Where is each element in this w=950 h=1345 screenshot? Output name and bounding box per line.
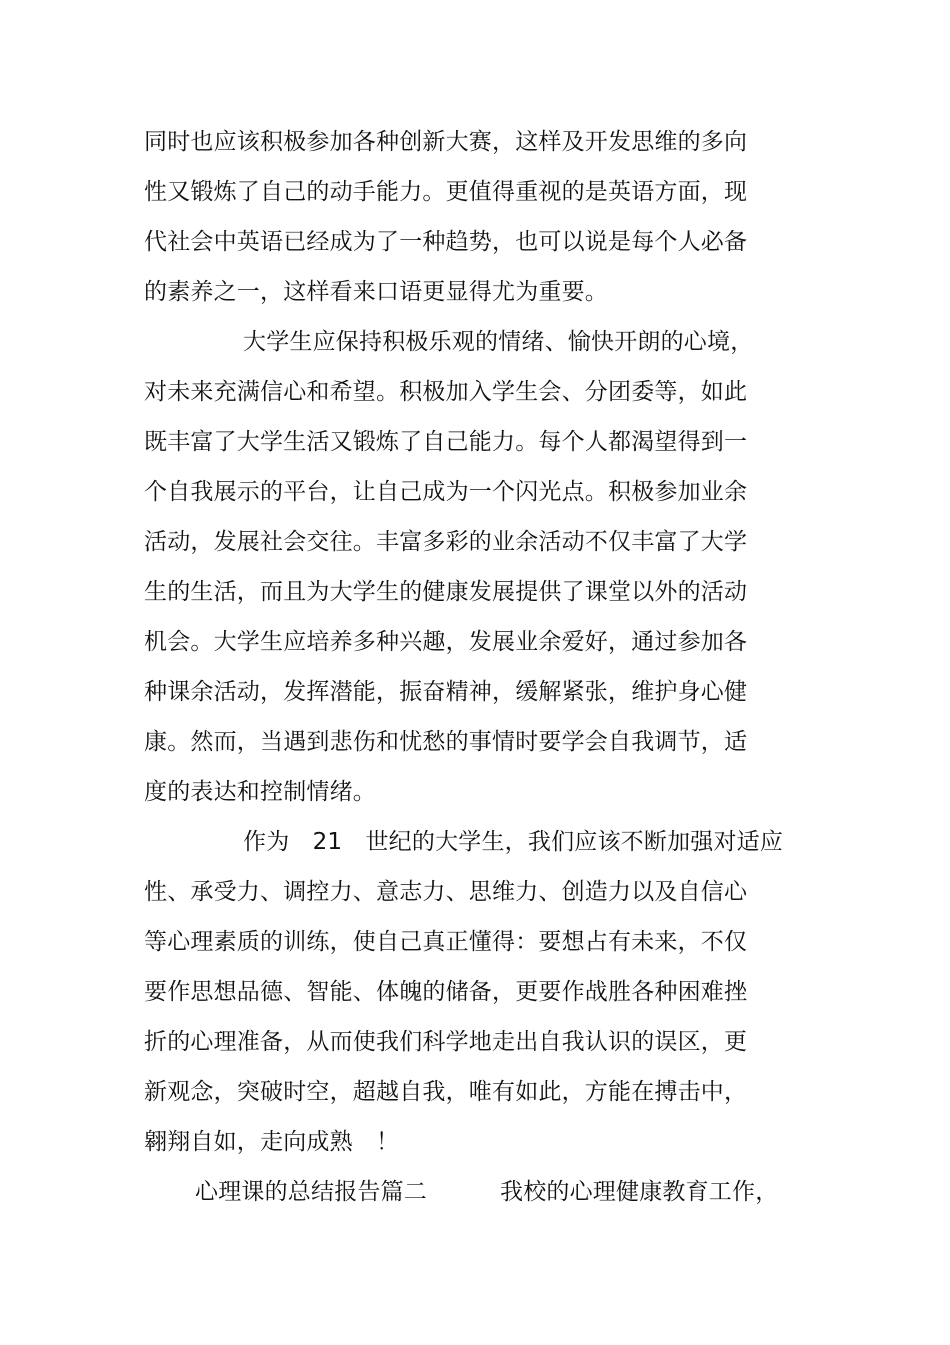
- paragraph-line: 作为 21 世纪的大学生，我们应该不断加强对适应: [243, 829, 784, 855]
- paragraph-line: 性、承受力、调控力、意志力、思维力、创造力以及自信心: [144, 879, 748, 905]
- paragraph-line: 生的生活，而且为大学生的健康发展提供了课堂以外的活动: [144, 579, 748, 605]
- section-heading-continuation: 我校的心理健康教育工作，: [500, 1179, 779, 1205]
- paragraph-line: 机会。大学生应培养多种兴趣，发展业余爱好，通过参加各: [144, 629, 748, 655]
- paragraph-line: 种课余活动，发挥潜能，振奋精神，缓解紧张，维护身心健: [144, 679, 748, 705]
- paragraph-line: 活动，发展社会交往。丰富多彩的业余活动不仅丰富了大学: [144, 529, 748, 555]
- paragraph-line: 代社会中英语已经成为了一种趋势，也可以说是每个人必备: [144, 229, 748, 255]
- paragraph-line: 个自我展示的平台，让自己成为一个闪光点。积极参加业余: [144, 479, 748, 505]
- paragraph-line: 新观念，突破时空，超越自我，唯有如此，方能在搏击中，: [144, 1079, 748, 1105]
- paragraph-line: 翱翔自如，走向成熟 ！: [144, 1129, 400, 1155]
- section-heading: 心理课的总结报告篇二: [195, 1179, 427, 1205]
- paragraph-line: 度的表达和控制情绪。: [144, 779, 376, 805]
- paragraph-line: 对未来充满信心和希望。积极加入学生会、分团委等，如此: [144, 379, 748, 405]
- paragraph-line: 同时也应该积极参加各种创新大赛，这样及开发思维的多向: [144, 129, 748, 155]
- paragraph-line: 折的心理准备，从而使我们科学地走出自我认识的误区，更: [144, 1029, 748, 1055]
- paragraph-line: 既丰富了大学生活又锻炼了自己能力。每个人都渴望得到一: [144, 429, 748, 455]
- paragraph-line: 康。然而，当遇到悲伤和忧愁的事情时要学会自我调节，适: [144, 729, 748, 755]
- paragraph-line: 大学生应保持积极乐观的情绪、愉快开朗的心境，: [243, 329, 754, 355]
- paragraph-line: 等心理素质的训练，使自己真正懂得：要想占有未来，不仅: [144, 929, 748, 955]
- paragraph-line: 性又锻炼了自己的动手能力。更值得重视的是英语方面，现: [144, 179, 748, 205]
- paragraph-line: 要作思想品德、智能、体魄的储备，更要作战胜各种困难挫: [144, 979, 748, 1005]
- paragraph-line: 的素养之一，这样看来口语更显得尤为重要。: [144, 279, 608, 305]
